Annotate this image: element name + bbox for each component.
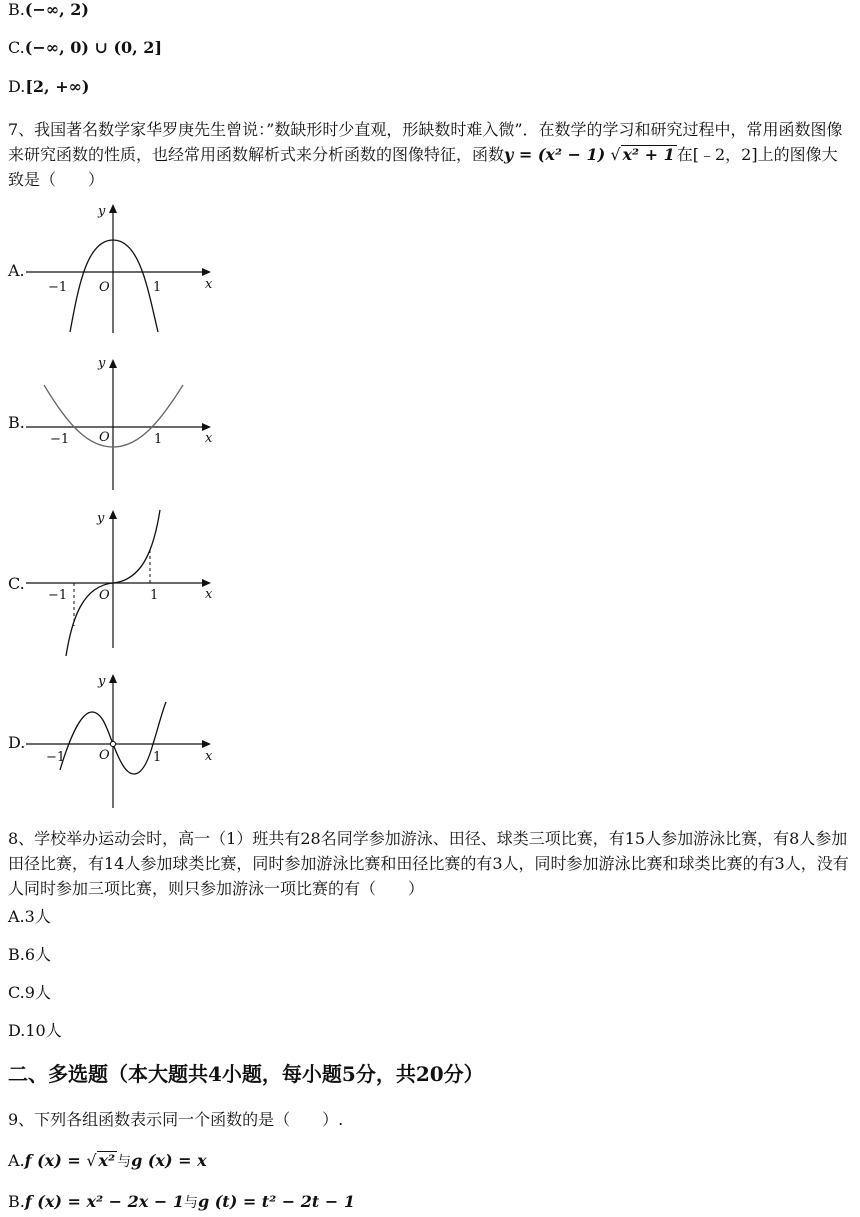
q6-option-c bbox=[8, 38, 162, 58]
graph-c-plot bbox=[8, 508, 223, 658]
graph-label: A. bbox=[8, 261, 25, 280]
q8-option-c: C.9人 bbox=[8, 983, 51, 1002]
option-expr: [2, +∞) bbox=[25, 77, 90, 96]
y-axis-label: y bbox=[97, 511, 105, 526]
q8-option-d: D.10人 bbox=[8, 1021, 62, 1040]
y-axis-label: y bbox=[98, 674, 106, 689]
origin-label: O bbox=[99, 280, 110, 295]
option-g: g (x) = x bbox=[131, 1151, 207, 1170]
q7-stem: 7、我国著名数学家华罗庚先生曾说：”数缺形时少直观，形缺数时难入微”．在数学的学习和研究过程中，常用函数图像来研究函数的性质，也经常用函数解析式来分析函数的图像特征，函数y = (x² − 1) √ x² + 1 在[﹣2，2]上的图像大致是（ ） bbox=[8, 120, 843, 189]
tick-1: 1 bbox=[150, 588, 159, 603]
graph-label: B. bbox=[8, 413, 25, 432]
graph-d bbox=[8, 670, 228, 830]
graph-a bbox=[8, 200, 228, 360]
origin-label: O bbox=[99, 748, 110, 763]
option-letter: C. bbox=[8, 38, 25, 57]
section-heading: 二、多选题（本大题共4小题，每小题5分，共20分） bbox=[8, 1062, 484, 1086]
q9-option-a: A.f (x) = √ x² 与g (x) = x bbox=[8, 1151, 207, 1170]
graph-d-plot bbox=[8, 670, 223, 820]
graph-a-plot bbox=[8, 200, 223, 340]
graph-c bbox=[8, 508, 228, 668]
tick-neg-1: −1 bbox=[48, 588, 68, 603]
q9-stem: 9、下列各组函数表示同一个函数的是（ ）. bbox=[8, 1110, 344, 1129]
tick-1: 1 bbox=[153, 750, 162, 765]
q8-stem: 8、学校举办运动会时，高一（1）班共有28名同学参加游泳、田径、球类三项比赛，有15人参加游泳比赛，有8人参加田径比赛，有14人参加球类比赛，同时参加游泳比赛和田径比赛的有3人，同时参加游泳比赛和球类比赛的有3人，没有人同时参加三项比赛，则只参加游泳一项比赛的有（ ） bbox=[8, 829, 849, 898]
tick-neg-1: −1 bbox=[50, 432, 70, 447]
option-connector: 与 bbox=[117, 1154, 132, 1170]
q7-func-sqrt: x² + 1 bbox=[622, 145, 675, 164]
q7-func-mid: (x² − 1) bbox=[537, 145, 606, 164]
option-f: f (x) = bbox=[24, 1151, 87, 1170]
option-connector: 与 bbox=[183, 1195, 198, 1211]
x-axis-label: x bbox=[205, 587, 213, 602]
y-axis-label: y bbox=[98, 204, 106, 219]
q7-text-part1: 7、我国著名数学家华罗庚先生曾说：”数缺形时少直观，形缺数时难入微”．在数学的学习和研究过程中，常用函数图像来研究函数的性质，也经常用函数解析式来分析函数的图像特征，函数 bbox=[8, 120, 843, 164]
q8-option-b: B.6人 bbox=[8, 945, 52, 964]
option-letter: B. bbox=[8, 1192, 25, 1211]
option-letter: B. bbox=[8, 0, 25, 19]
origin-label: O bbox=[99, 588, 110, 603]
graph-b-plot bbox=[8, 355, 223, 495]
x-axis-label: x bbox=[205, 749, 213, 764]
q8-option-a: A.3人 bbox=[8, 907, 51, 926]
q9-option-b bbox=[8, 1192, 355, 1213]
option-g: g (t) = t² − 2t − 1 bbox=[197, 1192, 355, 1211]
q7-func-lhs: y = bbox=[504, 145, 538, 164]
tick-1: 1 bbox=[154, 432, 163, 447]
tick-1: 1 bbox=[153, 280, 162, 295]
q6-option-d bbox=[8, 77, 90, 97]
x-axis-label: x bbox=[205, 431, 213, 446]
graph-label: C. bbox=[8, 574, 25, 593]
option-f: f (x) = x² − 2x − 1 bbox=[24, 1192, 184, 1211]
option-expr: (−∞, 0) ∪ (0, 2] bbox=[24, 38, 163, 57]
tick-neg-1: −1 bbox=[46, 750, 66, 765]
option-expr: (−∞, 2) bbox=[24, 0, 89, 19]
graph-b bbox=[8, 355, 228, 515]
option-letter: A. bbox=[8, 1151, 25, 1170]
option-letter: D. bbox=[8, 77, 26, 96]
q6-option-b bbox=[8, 0, 89, 20]
y-axis-label: y bbox=[98, 356, 106, 371]
graph-label: D. bbox=[8, 733, 26, 752]
origin-label: O bbox=[99, 430, 110, 445]
x-axis-label: x bbox=[205, 277, 213, 292]
tick-neg-1: −1 bbox=[48, 280, 68, 295]
q7-text-part2: 在[﹣2，2]上的图像大致是（ ） bbox=[8, 145, 838, 189]
option-sqrt: x² bbox=[98, 1151, 116, 1170]
